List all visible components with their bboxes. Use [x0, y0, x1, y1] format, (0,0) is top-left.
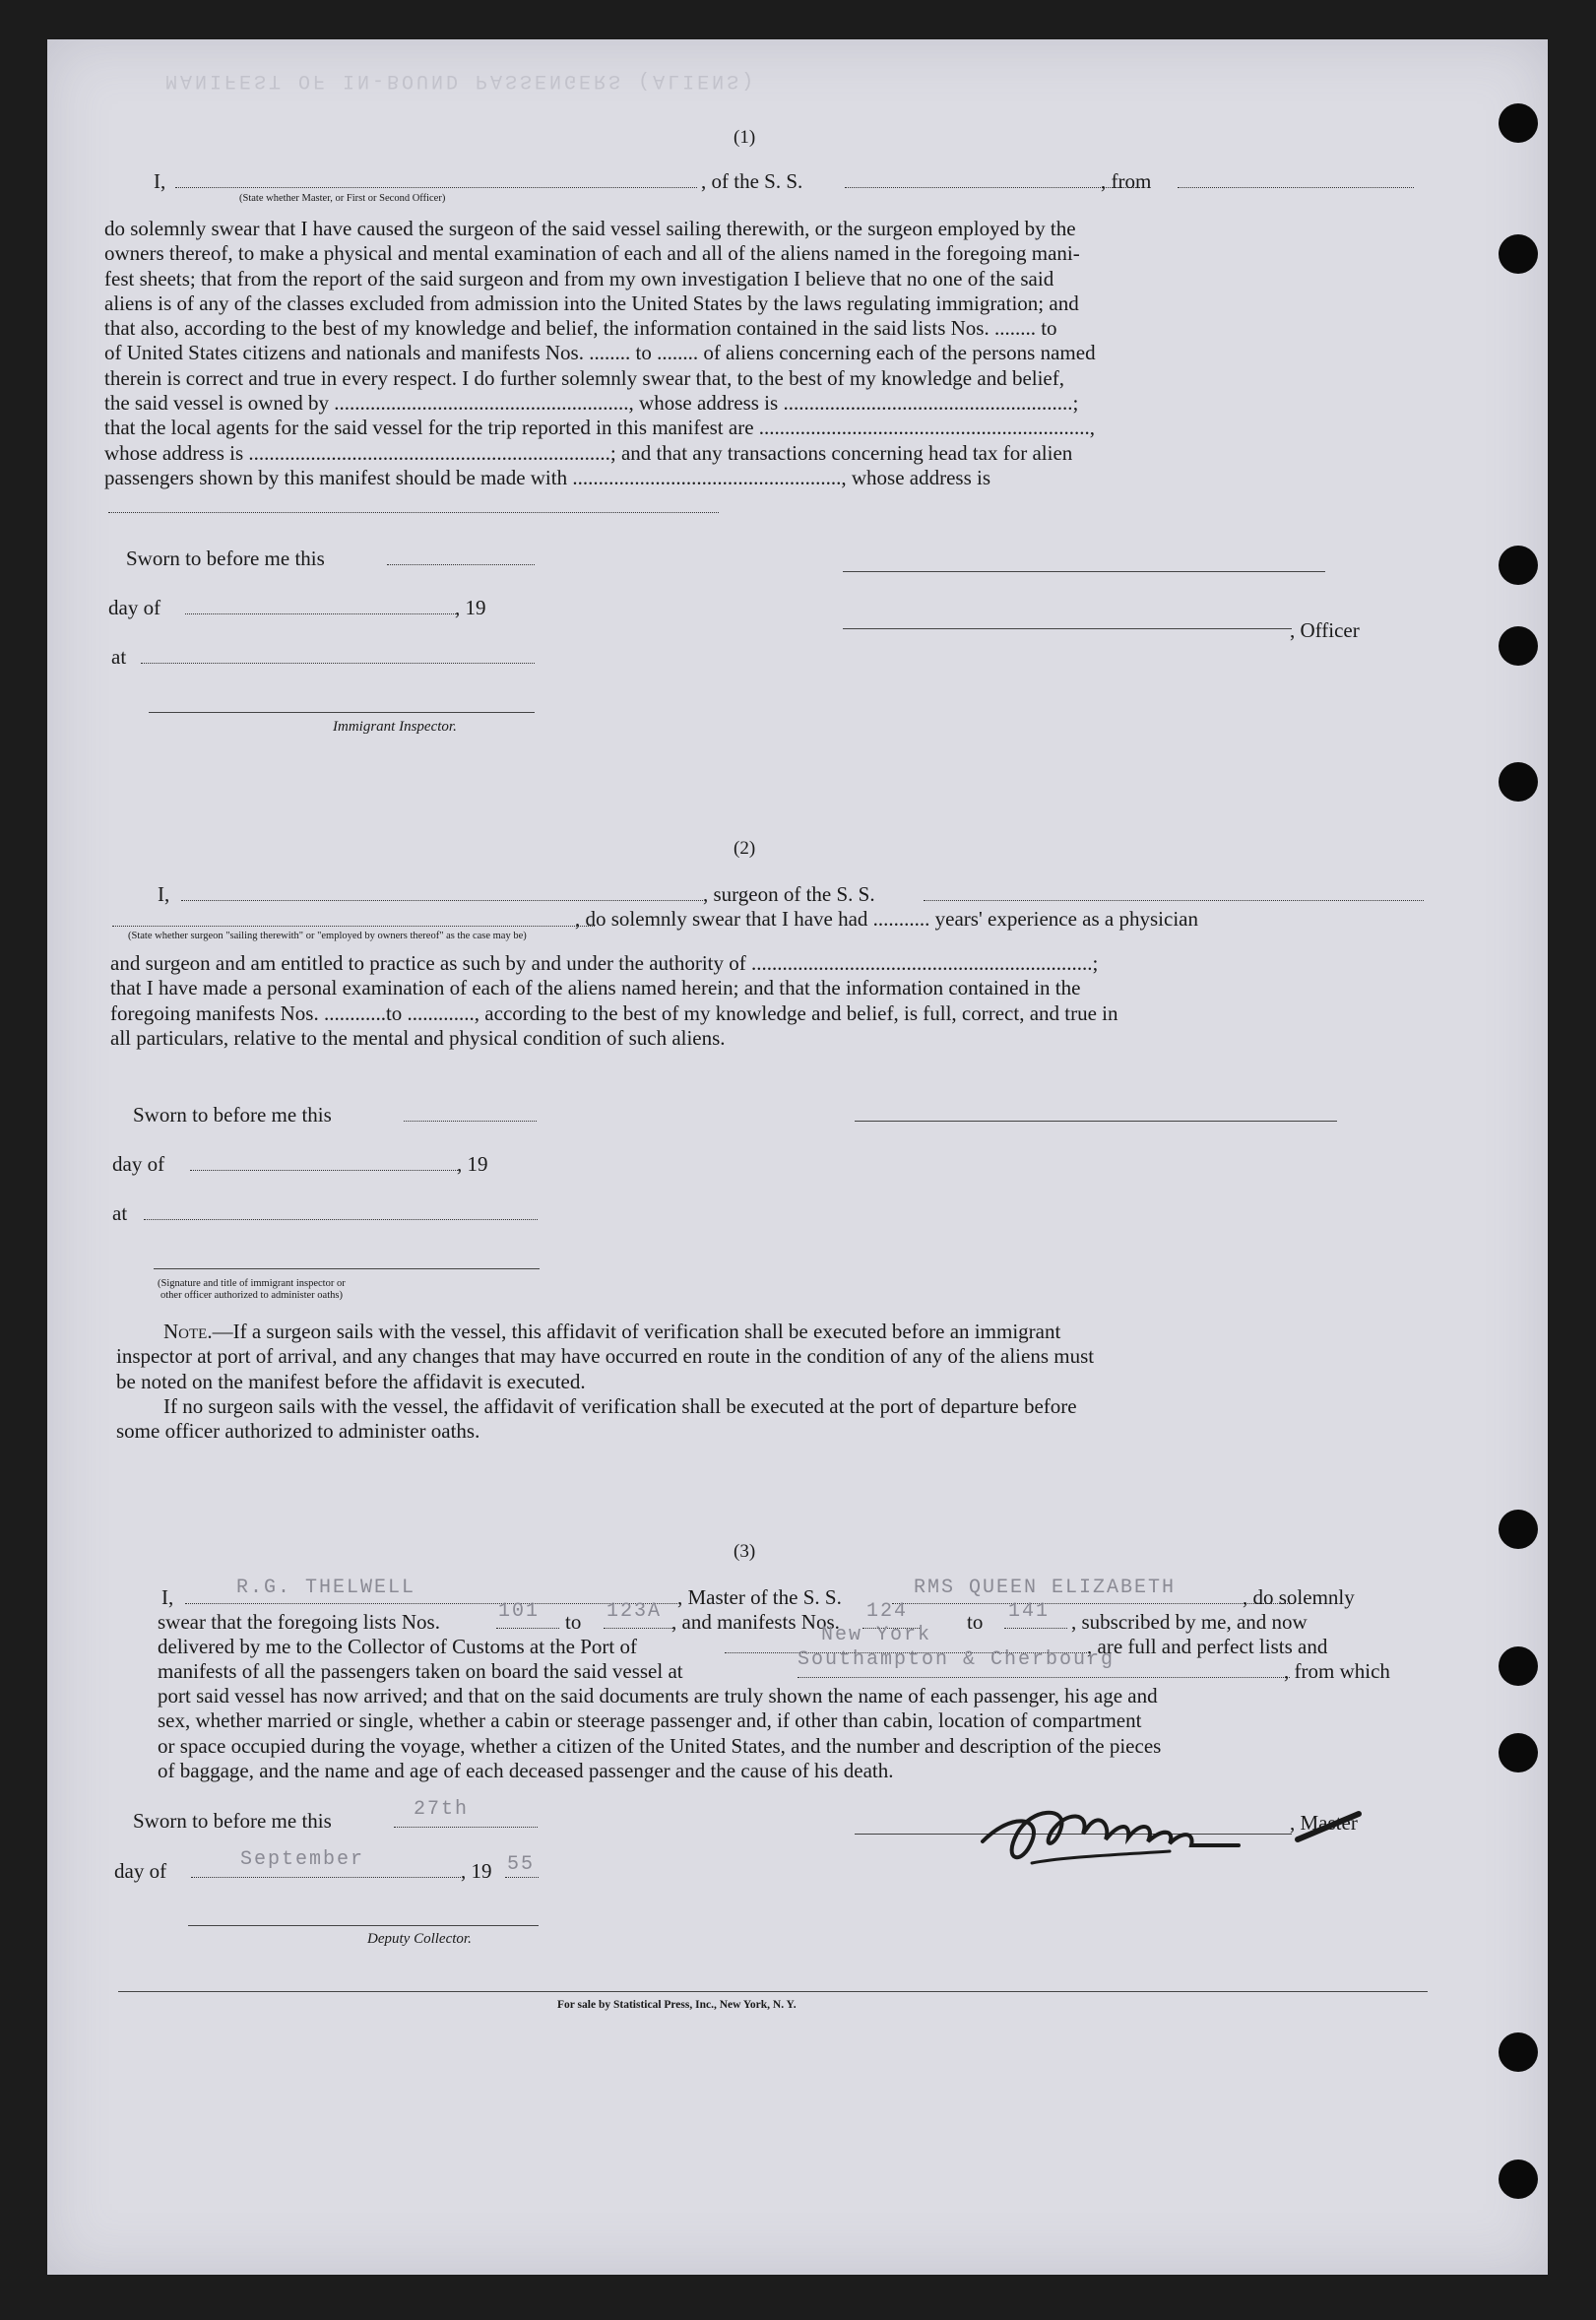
- printer-footer: For sale by Statistical Press, Inc., New York, N. Y.: [557, 1999, 797, 2011]
- deputy-caption: Deputy Collector.: [367, 1931, 472, 1947]
- master-signature: [973, 1772, 1386, 1881]
- section2-heading: (2): [734, 838, 756, 859]
- section1-body-line: fest sheets; that from the report of the said surgeon and from my own investigation I believe that no one of the said: [104, 266, 1054, 290]
- sworn-day-blank: [387, 564, 535, 565]
- section3-l4-a: manifests of all the passengers taken on board the said vessel at: [158, 1659, 683, 1683]
- section2-caption: (State whether surgeon "sailing therewith" or "employed by owners thereof" as the case may be): [128, 931, 527, 941]
- section1-officer-label: , Officer: [1290, 618, 1360, 642]
- sworn2-day-blank: [404, 1121, 537, 1122]
- master-name-blank: [175, 187, 697, 188]
- section3-l2-a: swear that the foregoing lists Nos.: [158, 1610, 440, 1634]
- section1-body-line: aliens is of any of the classes excluded from admission into the United States by the laws regulating immigration; and: [104, 290, 1079, 315]
- manifests-to-line: [1004, 1628, 1067, 1629]
- bleed-through-text: MANIFEST OF IN-BOUND PASSENGERS (ALIENS): [165, 69, 757, 92]
- section2-line2: , do solemnly swear that I have had ........... years' experience as a physician: [575, 907, 1198, 931]
- section2-day-of-label: day of: [112, 1152, 165, 1176]
- section3-l3-b: , are full and perfect lists and: [1087, 1635, 1328, 1658]
- sworn3-year-line: [505, 1877, 539, 1878]
- section1-body-line: passengers shown by this manifest should be made with ...................................................., whose address is: [104, 465, 990, 489]
- sworn-at-blank: [141, 663, 535, 664]
- section3-l2-d: to: [967, 1610, 984, 1634]
- sworn3-year-field: 55: [507, 1853, 536, 1876]
- deputy-signature-line: [188, 1925, 539, 1926]
- officer-line-2: [843, 628, 1292, 629]
- section3-l1-b: , Master of the S. S.: [677, 1585, 842, 1609]
- section3-day-of-label: day of: [114, 1859, 167, 1883]
- section2-line1-prefix: I,: [158, 882, 170, 906]
- section2-signature-line: [154, 1268, 540, 1269]
- section3-l1-c: , do solemnly: [1243, 1585, 1355, 1609]
- punch-hole: [1499, 1733, 1538, 1772]
- inspector-caption: Immigrant Inspector.: [333, 719, 457, 735]
- lists-from-field: 101: [498, 1600, 541, 1623]
- section1-body-line: that the local agents for the said vessel for the trip reported in this manifest are ................................................................,: [104, 416, 1096, 440]
- section3-master-label: , Master: [1290, 1811, 1358, 1835]
- address-blank: [108, 512, 719, 513]
- section2-body-line: all particulars, relative to the mental and physical condition of such aliens.: [110, 1025, 726, 1050]
- officer-line-1: [843, 571, 1325, 572]
- manifests-from-field: 124: [866, 1600, 909, 1623]
- punch-hole: [1499, 762, 1538, 802]
- punch-hole: [1499, 2159, 1538, 2199]
- punch-hole: [1499, 103, 1538, 143]
- section1-body-line: whose address is ......................................................................; and that any transactions concerning head tax for alien: [104, 440, 1073, 465]
- inspector-signature-line: [149, 712, 535, 713]
- section3-l2-c: , and manifests Nos.: [671, 1610, 840, 1634]
- footer-rule: [118, 1991, 1428, 1992]
- ship-name-blank: [845, 187, 1140, 188]
- section2-ss-label: , surgeon of the S. S.: [703, 882, 875, 906]
- port-field: New York: [821, 1624, 932, 1646]
- lists-to-line: [604, 1628, 674, 1629]
- section3-l4-b: , from which: [1284, 1659, 1390, 1683]
- departed-field-line: [798, 1677, 1290, 1678]
- section1-body-line: owners thereof, to make a physical and mental examination of each and all of the aliens named in the foregoing mani-: [104, 241, 1080, 266]
- surgeon-name-blank: [181, 900, 703, 901]
- master-name-field-line: [185, 1603, 677, 1604]
- section1-year-label: , 19: [455, 596, 486, 619]
- manifests-to-field: 141: [1008, 1600, 1051, 1623]
- punch-hole: [1499, 1510, 1538, 1549]
- section2-sig-caption-1: (Signature and title of immigrant inspector or: [158, 1278, 346, 1289]
- ship-name-field-line: [892, 1603, 1294, 1604]
- surgeon-status-blank: [112, 926, 595, 927]
- section1-line1-prefix: I,: [154, 169, 166, 193]
- punch-hole: [1499, 2032, 1538, 2072]
- section1-body: [104, 217, 1424, 490]
- punch-hole: [1499, 1646, 1538, 1686]
- section1-from-label: , from: [1101, 169, 1152, 193]
- section2-sig-caption-2: other officer authorized to administer oaths): [160, 1290, 343, 1301]
- section1-ss-label: , of the S. S.: [701, 169, 803, 193]
- section3-body-line: sex, whether married or single, whether a cabin or steerage passenger and, if other than cabin, location of compartment: [158, 1708, 1142, 1733]
- section1-body-line: that also, according to the best of my knowledge and belief, the information contained in the said lists Nos. ........ to: [104, 316, 1057, 341]
- note-line: If no surgeon sails with the vessel, the affidavit of verification shall be executed at the port of departure before: [163, 1393, 1077, 1418]
- ship-name-field: RMS QUEEN ELIZABETH: [914, 1577, 1177, 1599]
- section3-body: [158, 1684, 1430, 1783]
- section1-body-line: the said vessel is owned by ........................................................., whose address is ........................................................;: [104, 391, 1079, 416]
- master-name-field: R.G. THELWELL: [236, 1577, 416, 1599]
- section1-sworn-label: Sworn to before me this: [126, 547, 325, 570]
- sworn3-day-line: [394, 1827, 538, 1828]
- section1-heading: (1): [734, 127, 756, 148]
- section3-l2-b: to: [565, 1610, 582, 1634]
- section2-body: [110, 951, 1426, 1051]
- section3-l1-a: I,: [161, 1585, 174, 1609]
- sworn3-month-field: September: [240, 1848, 365, 1871]
- section2-body-line: and surgeon and am entitled to practice as such by and under the authority of ..................................................................;: [110, 951, 1099, 975]
- section2-body-line: foregoing manifests Nos. ............to ............., according to the best of my knowledge and belief, is full, correct, and true in: [110, 1000, 1118, 1025]
- sworn2-at-blank: [144, 1219, 538, 1220]
- section2-sworn-label: Sworn to before me this: [133, 1103, 332, 1127]
- surgeon-ship-blank: [924, 900, 1424, 901]
- note-line: be noted on the manifest before the affidavit is executed.: [116, 1369, 586, 1393]
- punch-hole: [1499, 626, 1538, 666]
- note-line: some officer authorized to administer oaths.: [116, 1419, 480, 1444]
- section3-l3-a: delivered by me to the Collector of Customs at the Port of: [158, 1635, 637, 1658]
- section3-sworn-label: Sworn to before me this: [133, 1809, 332, 1833]
- section3-body-line: port said vessel has now arrived; and that on the said documents are truly shown the name of each passenger, his age and: [158, 1684, 1158, 1708]
- departed-field: Southampton & Cherbourg: [798, 1648, 1116, 1671]
- section3-l2-e: , subscribed by me, and now: [1071, 1610, 1308, 1634]
- section1-day-of-label: day of: [108, 596, 161, 619]
- from-blank: [1178, 187, 1414, 188]
- section2-at-label: at: [112, 1201, 128, 1225]
- section2-body-line: that I have made a personal examination of each of the aliens named herein; and that the information contained in the: [110, 976, 1081, 1000]
- section3-heading: (3): [734, 1541, 756, 1562]
- surgeon-signature-line: [855, 1121, 1337, 1122]
- lists-from-line: [496, 1628, 559, 1629]
- note-label: Note.: [163, 1320, 213, 1343]
- sworn3-day-field: 27th: [414, 1798, 470, 1821]
- sworn2-month-blank: [190, 1170, 458, 1171]
- section1-at-label: at: [111, 645, 127, 669]
- section3-body-line: or space occupied during the voyage, whether a citizen of the United States, and the number and description of the pieces: [158, 1733, 1162, 1758]
- document-page: [47, 39, 1548, 2275]
- punch-hole: [1499, 234, 1538, 274]
- section3-body-line: of baggage, and the name and age of each deceased passenger and the cause of his death.: [158, 1758, 894, 1782]
- note-line: inspector at port of arrival, and any changes that may have occurred en route in the condition of any of the aliens must: [116, 1344, 1095, 1369]
- note-block: [116, 1320, 1430, 1444]
- sworn3-month-line: [191, 1877, 461, 1878]
- section1-body-line: of United States citizens and nationals and manifests Nos. ........ to ........ of aliens concerning each of the persons named: [104, 341, 1096, 365]
- note-line: —If a surgeon sails with the vessel, this affidavit of verification shall be executed before an immigrant: [212, 1320, 1061, 1343]
- section1-body-line: do solemnly swear that I have caused the surgeon of the said vessel sailing therewith, or the surgeon employed by the: [104, 217, 1076, 240]
- section1-body-line: therein is correct and true in every respect. I do further solemnly swear that, to the best of my knowledge and belief,: [104, 365, 1064, 390]
- punch-hole: [1499, 546, 1538, 585]
- section1-caption: (State whether Master, or First or Second Officer): [239, 193, 446, 204]
- section2-year-label: , 19: [457, 1152, 488, 1176]
- section3-year-label: , 19: [461, 1859, 492, 1883]
- lists-to-field: 123A: [606, 1600, 663, 1623]
- sworn-month-blank: [185, 613, 456, 614]
